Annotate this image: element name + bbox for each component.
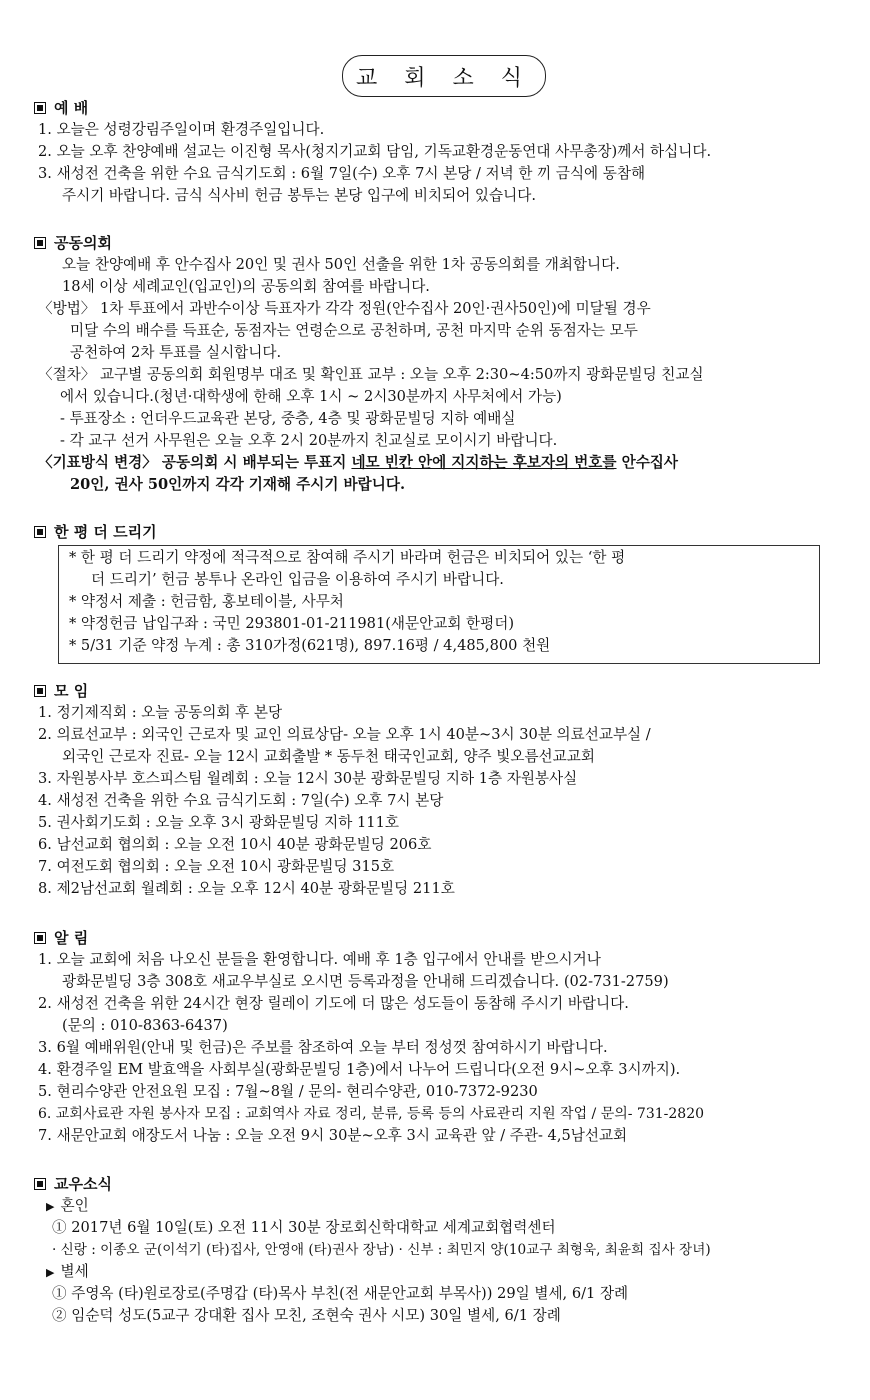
notice-item: 2. 새성전 건축을 위한 24시간 현장 릴레이 기도에 더 많은 성도들이 동참해 주시기 바랍니다. [38,995,629,1012]
meeting-item: 외국인 근로자 진료- 오늘 12시 교회출발 * 동두천 태국인교회, 양주 빛오름선교교회 [62,748,595,765]
offering-line: * 약정헌금 납입구좌 : 국민 293801-01-211981(새문안교회 한평더) [69,615,515,632]
offering-line: 더 드리기’ 헌금 봉투나 온라인 입금을 이용하여 주시기 바랍니다. [91,571,504,588]
council-heading-text: 공동의회 [54,234,112,252]
offering-line: * 약정서 제출 : 헌금함, 홍보테이블, 사무처 [69,593,344,610]
meeting-item: 3. 자원봉사부 호스피스팀 월례회 : 오늘 12시 30분 광화문빌딩 지하 1층 자원봉사실 [38,770,578,787]
meeting-item: 4. 새성전 건축을 위한 수요 금식기도회 : 7일(수) 오후 7시 본당 [38,792,444,809]
meetings-heading-text: 모 임 [54,682,89,700]
worship-item: 1. 오늘은 성령강림주일이며 환경주일입니다. [38,121,325,138]
passing-line: ② 임순덕 성도(5교구 강대환 집사 모친, 조현숙 권사 시모) 30일 별세, 6/1 장례 [52,1307,561,1324]
council-line: 미달 수의 배수를 득표순, 동점자는 연령순으로 공천하며, 공천 마지막 순위 동점자는 모두 [70,322,638,339]
ballot-change-notice: 〈기표방식 변경〉 공동의회 시 배부되는 투표지 네모 빈칸 안에 지지하는 후보자의 번호를 안수집사 [38,454,678,471]
triangle-bullet-icon: ▶ [46,1200,55,1213]
passing-line: ① 주영옥 (타)원로장로(주명갑 (타)목사 부친(전 새문안교회 부목사)) 29일 별세, 6/1 장례 [52,1285,629,1302]
worship-heading-text: 예 배 [54,99,89,117]
wedding-line: ① 2017년 6월 10일(토) 오전 11시 30분 장로회신학대학교 세계교회협력센터 [52,1219,556,1236]
council-line: 18세 이상 세례교인(입교인)의 공동의회 참여를 바랍니다. [62,278,430,295]
passing-label: ▶ 별세 [46,1263,89,1280]
square-bullet-icon [34,526,46,538]
triangle-bullet-icon: ▶ [46,1266,55,1279]
worship-item: 2. 오늘 오후 찬양예배 설교는 이진형 목사(청지기교회 담임, 기독교환경운동연대 사무총장)께서 하십니다. [38,143,712,160]
notice-item: 7. 새문안교회 애장도서 나눔 : 오늘 오전 9시 30분~오후 3시 교육관 앞 / 주관- 4,5남선교회 [38,1127,628,1144]
meeting-item: 8. 제2남선교회 월례회 : 오늘 오후 12시 40분 광화문빌딩 211호 [38,880,455,897]
offering-line: * 5/31 기준 약정 누계 : 총 310가정(621명), 897.16평 / 4,485,800 천원 [69,637,551,654]
council-line: 〈방법〉 1차 투표에서 과반수이상 득표자가 각각 정원(안수집사 20인·권사50인)에 미달될 경우 [38,300,651,317]
council-line: 공천하여 2차 투표를 실시합니다. [70,344,282,361]
notices-heading [34,927,842,949]
notice-item: 3. 6월 예배위원(안내 및 헌금)은 주보를 참조하여 오늘 부터 정성껏 참여하시기 바랍니다. [38,1039,608,1056]
worship-section [34,97,842,207]
square-bullet-icon [34,685,46,697]
offering-line: * 한 평 더 드리기 약정에 적극적으로 참여해 주시기 바라며 헌금은 비치되어 있는 ‘한 평 [69,549,626,566]
wedding-line: · 신랑 : 이종오 군(이석기 (타)집사, 안영애 (타)권사 장남) · 신부 : 최민지 양(10교구 최형욱, 최윤희 집사 장녀) [52,1242,711,1258]
offering-heading [34,521,842,543]
wedding-label: ▶ 혼인 [46,1197,89,1214]
offering-heading-text: 한 평 더 드리기 [54,523,157,541]
meeting-item: 6. 남선교회 협의회 : 오늘 오전 10시 40분 광화문빌딩 206호 [38,836,432,853]
meeting-item: 1. 정기제직회 : 오늘 공동의회 후 본당 [38,704,283,721]
square-bullet-icon [34,1178,46,1190]
members-heading-text: 교우소식 [54,1175,112,1193]
page-title: 교 회 소 식 [342,55,546,97]
square-bullet-icon [34,102,46,114]
council-line: 에서 있습니다.(청년·대학생에 한해 오후 1시 ~ 2시30분까지 사무처에서 가능) [60,388,562,405]
meeting-item: 2. 의료선교부 : 외국인 근로자 및 교인 의료상담- 오늘 오후 1시 40분~3시 30분 의료선교부실 / [38,726,651,743]
worship-item: 주시기 바랍니다. 금식 식사비 헌금 봉투는 본당 입구에 비치되어 있습니다. [62,187,536,204]
offering-section [34,521,842,543]
council-heading [34,232,842,254]
notice-item: 4. 환경주일 EM 발효액을 사회부실(광화문빌딩 1층)에서 나누어 드립니다(오전 9시~오후 3시까지). [38,1061,681,1078]
worship-item: 3. 새성전 건축을 위한 수요 금식기도회 : 6월 7일(수) 오후 7시 본당 / 저녁 한 끼 금식에 동참해 [38,165,646,182]
members-heading [34,1173,842,1195]
square-bullet-icon [34,932,46,944]
offering-box [58,545,820,664]
council-line: - 투표장소 : 언더우드교육관 본당, 중층, 4층 및 광화문빌딩 지하 예배실 [60,410,516,427]
meeting-item: 5. 권사회기도회 : 오늘 오후 3시 광화문빌딩 지하 111호 [38,814,399,831]
council-line: - 각 교구 선거 사무원은 오늘 오후 2시 20분까지 친교실로 모이시기 바랍니다. [60,432,558,449]
worship-heading [34,97,842,119]
notice-item: 광화문빌딩 3층 308호 새교우부실로 오시면 등록과정을 안내해 드리겠습니다. (02-731-2759) [62,973,669,990]
meeting-item: 7. 여전도회 협의회 : 오늘 오전 10시 광화문빌딩 315호 [38,858,395,875]
notices-section [34,927,842,1147]
members-section [34,1173,842,1327]
square-bullet-icon [34,237,46,249]
council-section [34,232,842,496]
ballot-change-notice-line2: 20인, 권사 50인까지 각각 기재해 주시기 바랍니다. [70,476,406,493]
notice-item: 5. 현리수양관 안전요원 모집 : 7월~8월 / 문의- 현리수양관, 010-7372-9230 [38,1083,538,1100]
meetings-section [34,680,842,900]
notices-heading-text: 알 림 [54,929,89,947]
meetings-heading [34,680,842,702]
council-line: 오늘 찬양예배 후 안수집사 20인 및 권사 50인 선출을 위한 1차 공동의회를 개최합니다. [62,256,620,273]
notice-item: (문의 : 010-8363-6437) [62,1017,228,1034]
notice-item: 1. 오늘 교회에 처음 나오신 분들을 환영합니다. 예배 후 1층 입구에서 안내를 받으시거나 [38,951,601,968]
council-line: 〈절차〉 교구별 공동의회 회원명부 대조 및 확인표 교부 : 오늘 오후 2:30~4:50까지 광화문빌딩 친교실 [38,366,704,383]
notice-item: 6. 교회사료관 자원 봉사자 모집 : 교회역사 자료 정리, 분류, 등록 등의 사료관리 지원 작업 / 문의- 731-2820 [38,1106,705,1122]
